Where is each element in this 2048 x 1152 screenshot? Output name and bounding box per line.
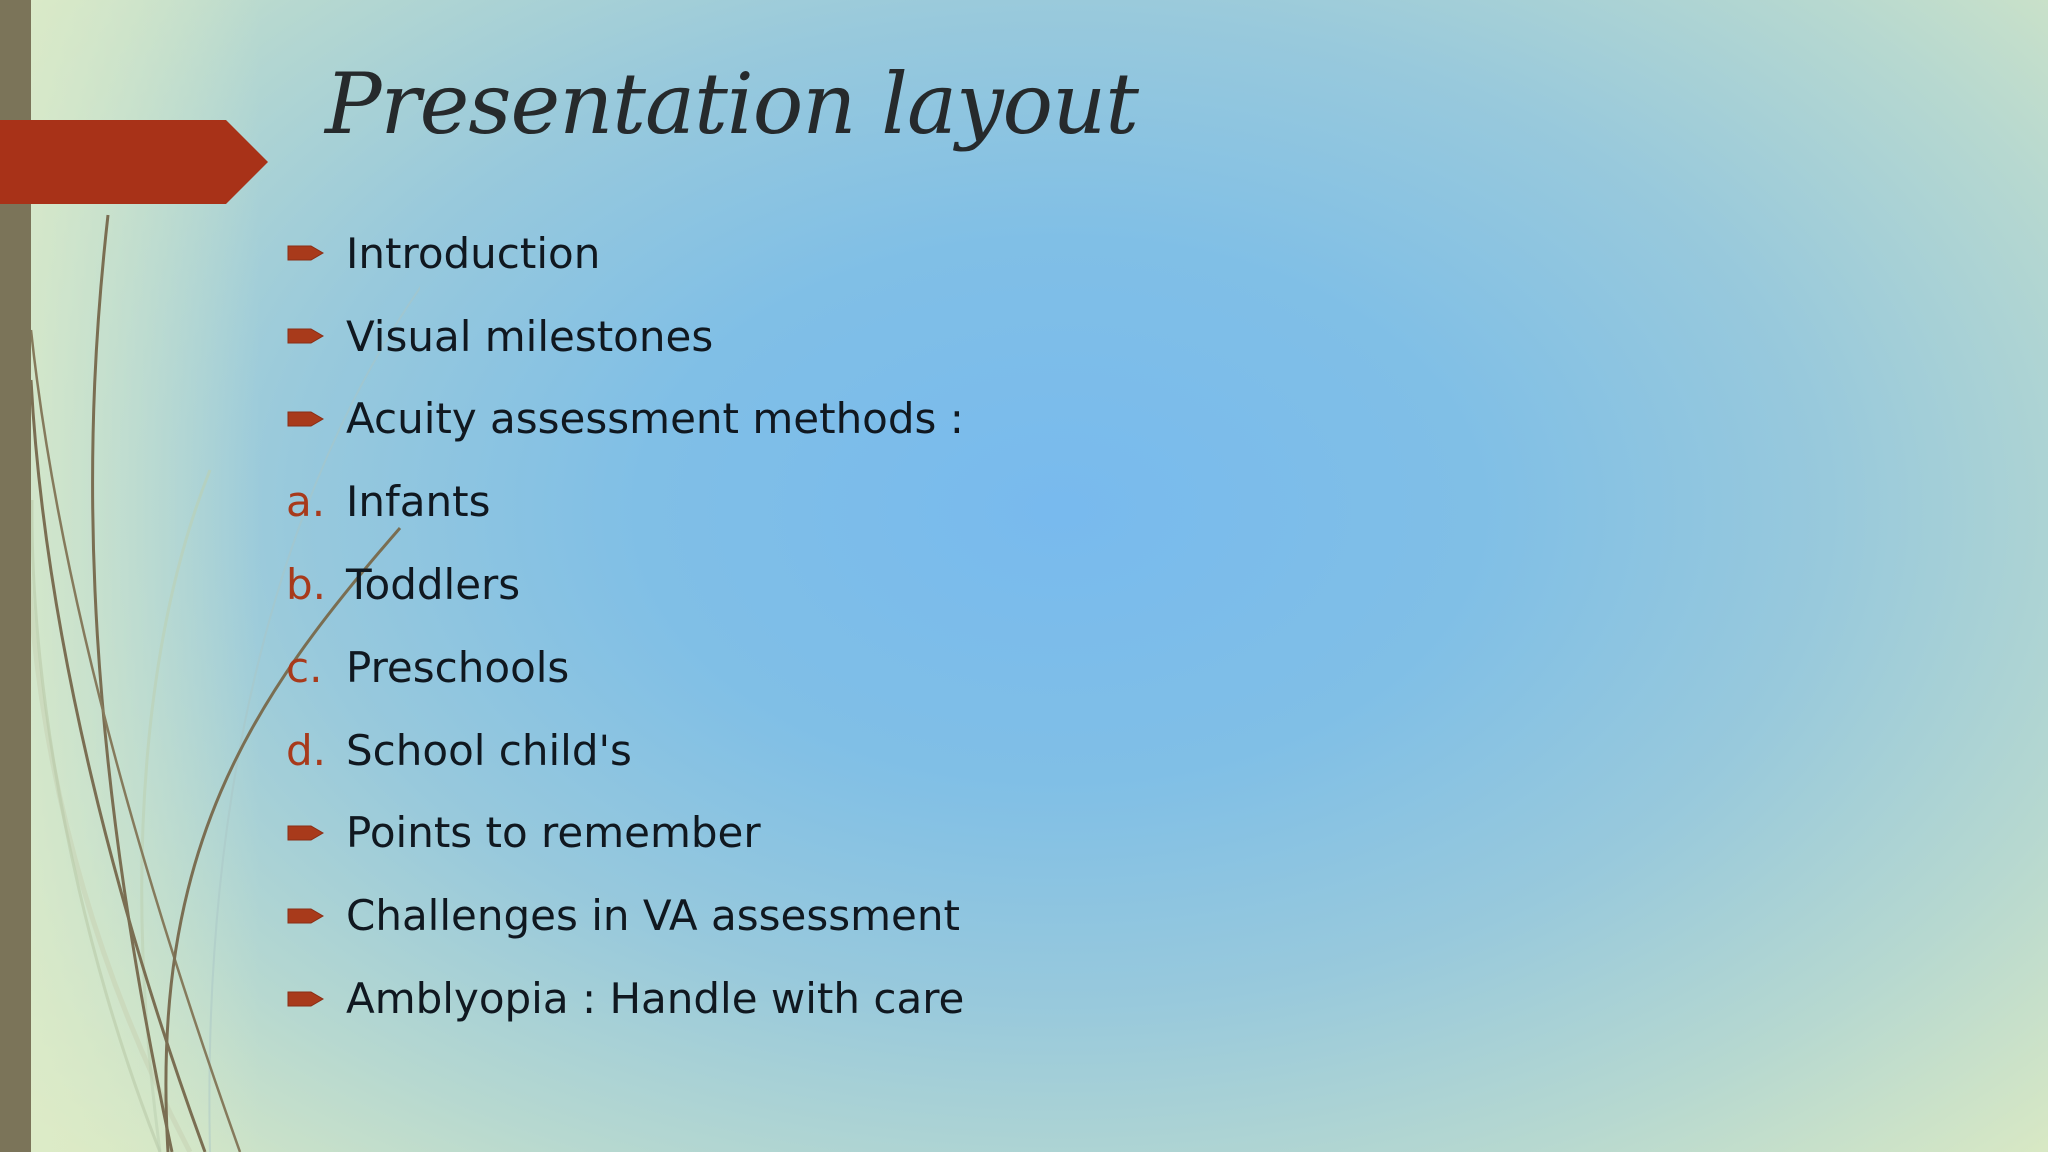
- list-letter-label: d.: [286, 725, 327, 775]
- list-item-text: School child's: [346, 725, 632, 775]
- list-item-text: Toddlers: [346, 560, 521, 610]
- list-letter: [286, 726, 346, 775]
- list-letter-label: c.: [286, 642, 323, 692]
- list-item-text: Introduction: [346, 228, 601, 278]
- bullet-list: [286, 212, 964, 1040]
- slide-title: Presentation layout: [325, 55, 1138, 153]
- list-item-text: Challenges in VA assessment: [346, 891, 960, 941]
- list-item-text: Acuity assessment methods :: [346, 394, 964, 444]
- list-item: [286, 460, 964, 543]
- list-letter: [286, 643, 346, 692]
- list-item: [286, 212, 964, 295]
- list-item: [286, 957, 964, 1040]
- list-letter: [286, 560, 346, 609]
- title-arrow-banner: [0, 0, 280, 220]
- list-item-text: Infants: [346, 477, 491, 527]
- list-item: [286, 378, 964, 461]
- arrow-bullet-icon: [286, 821, 346, 845]
- list-item-text: Amblyopia : Handle with care: [346, 974, 965, 1024]
- list-letter-label: b.: [286, 560, 327, 610]
- arrow-bullet-icon: [286, 904, 346, 928]
- list-item-text: Points to remember: [346, 808, 761, 858]
- list-item: [286, 709, 964, 792]
- list-letter: [286, 477, 346, 526]
- list-item: [286, 626, 964, 709]
- list-item: [286, 295, 964, 378]
- list-item: [286, 543, 964, 626]
- list-letter-label: a.: [286, 477, 326, 527]
- list-item: [286, 792, 964, 875]
- arrow-bullet-icon: [286, 241, 346, 265]
- arrow-bullet-icon: [286, 324, 346, 348]
- arrow-bullet-icon: [286, 407, 346, 431]
- arrow-bullet-icon: [286, 987, 346, 1011]
- list-item-text: Preschools: [346, 642, 570, 692]
- list-item: [286, 874, 964, 957]
- list-item-text: Visual milestones: [346, 311, 714, 361]
